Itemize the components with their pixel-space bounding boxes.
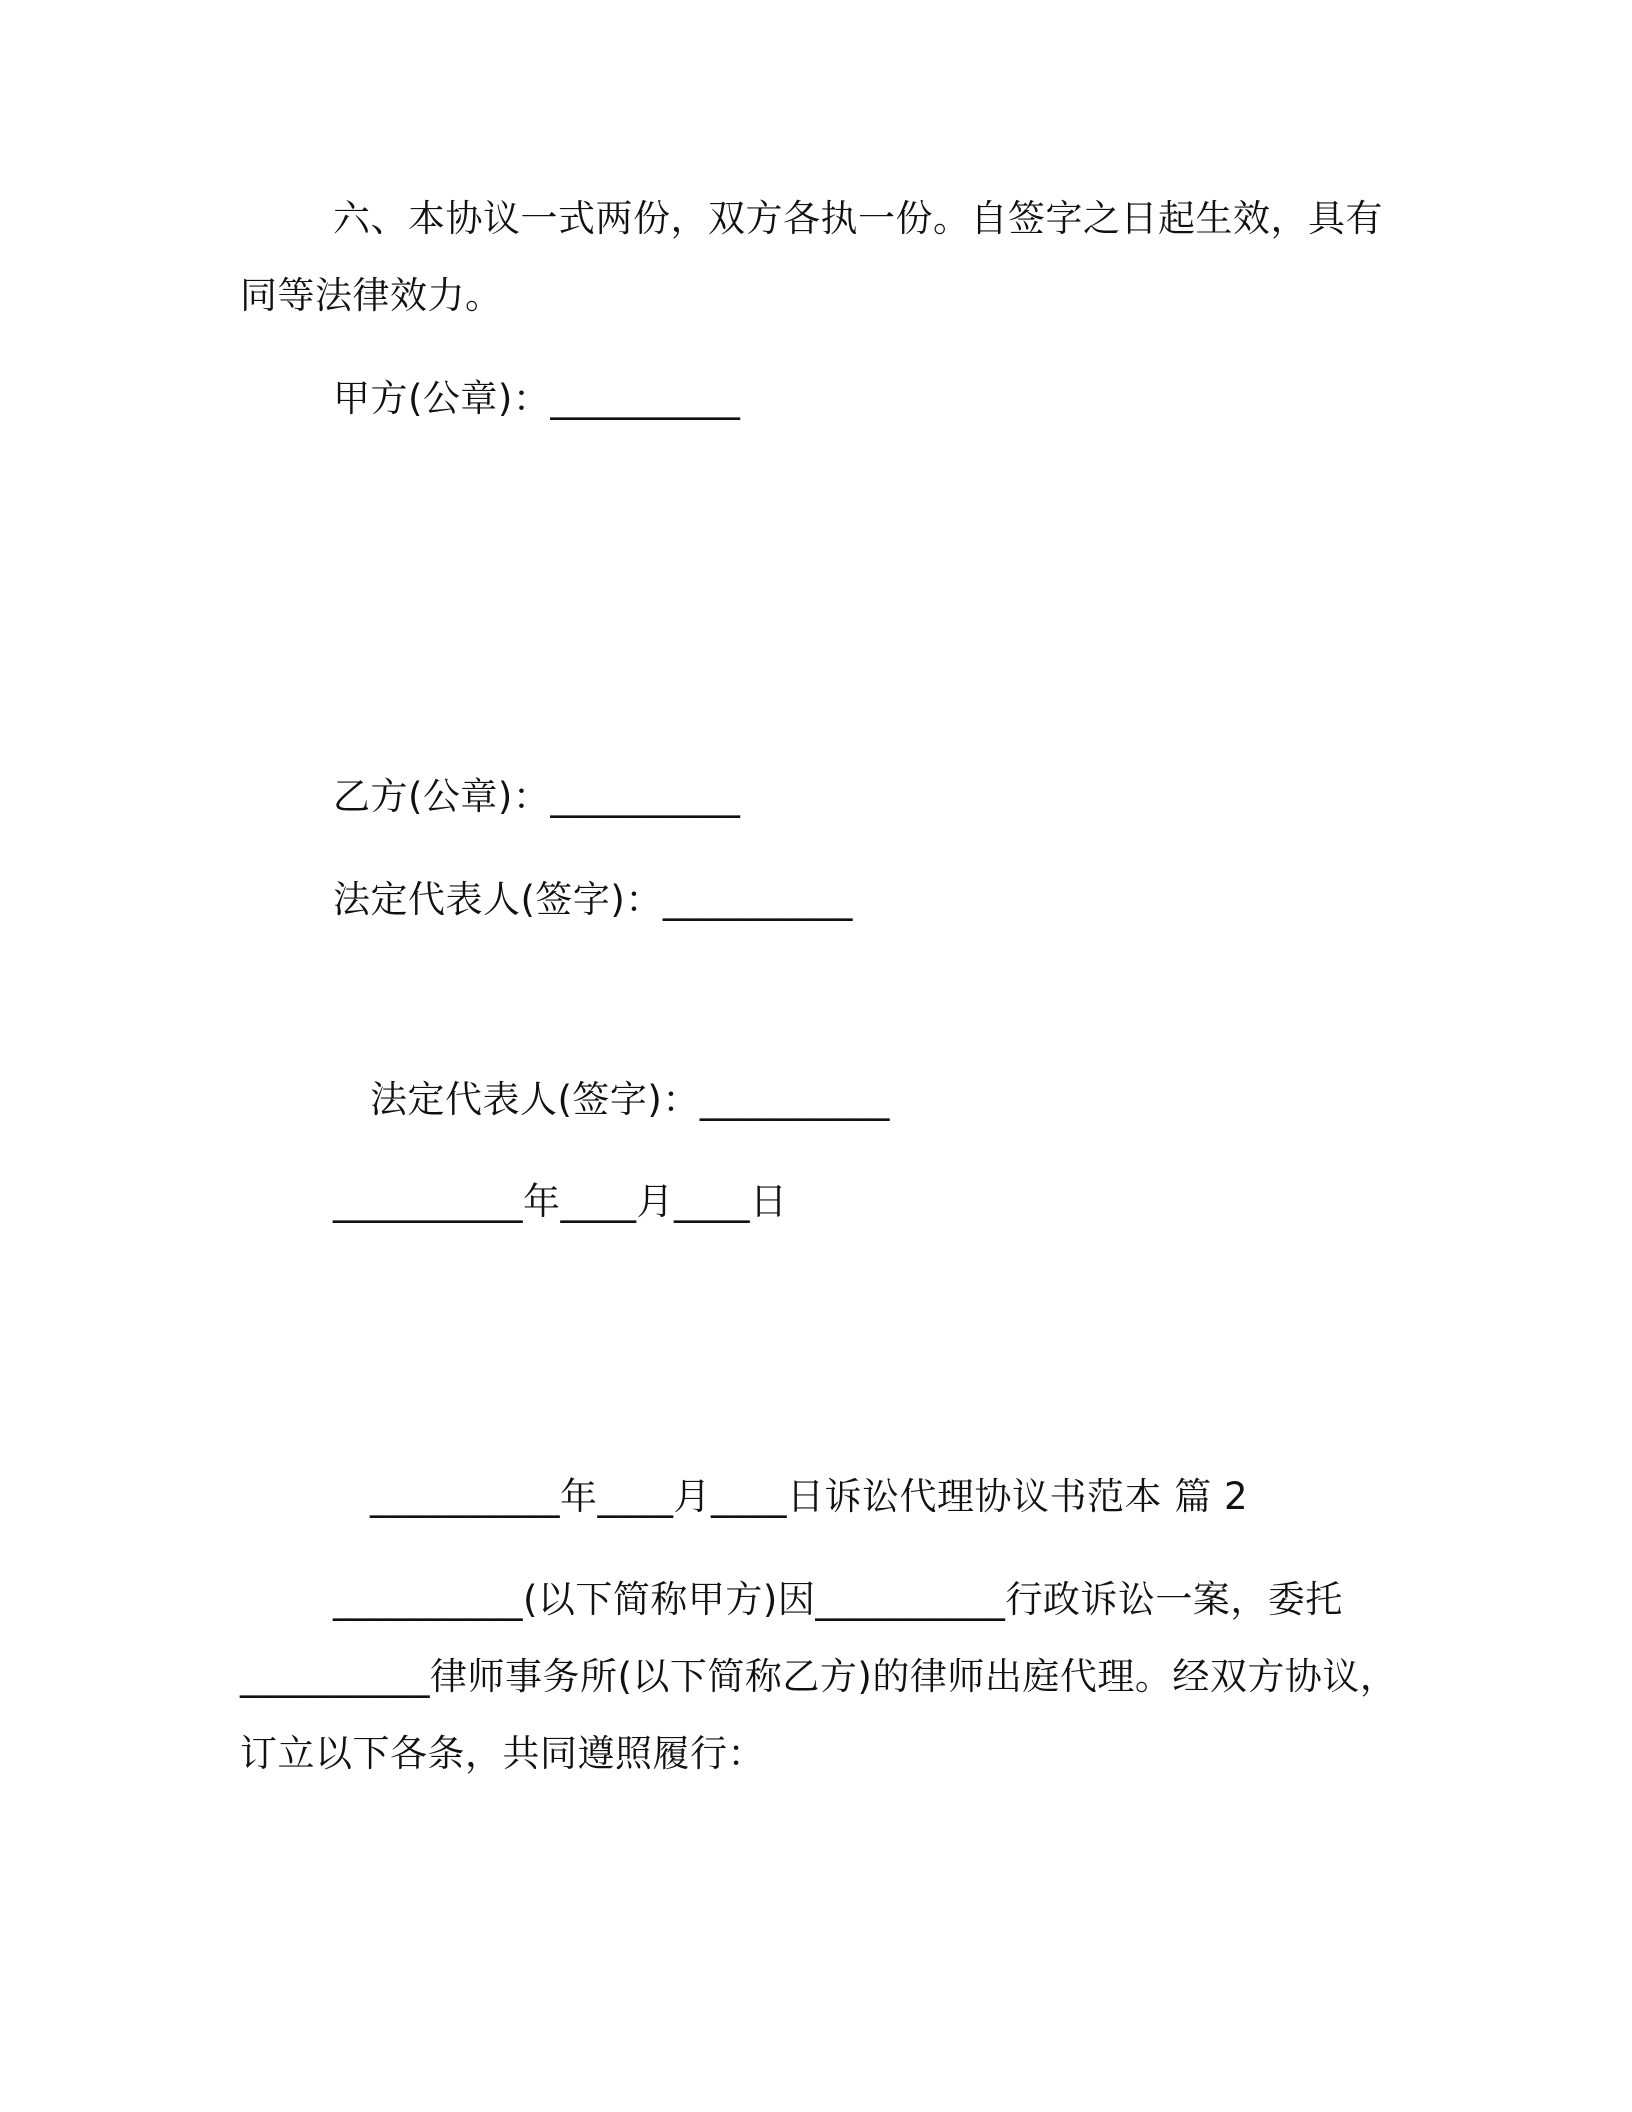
party-a-seal-field: 甲方(公章)：__________: [333, 377, 741, 420]
clause-six-line-2: 同等法律效力。: [240, 274, 503, 317]
signing-date-line: __________年____月____日: [333, 1180, 788, 1223]
section-2-intro-line-1: __________(以下简称甲方)因__________行政诉讼一案，委托: [333, 1578, 1343, 1621]
section-2-title: __________年____月____日诉讼代理协议书范本 篇 2: [370, 1475, 1249, 1518]
section-2-intro-line-2: __________律师事务所(以下简称乙方)的律师出庭代理。经双方协议，: [240, 1655, 1398, 1698]
clause-six-line-1: 六、本协议一式两份，双方各执一份。自签字之日起生效，具有: [333, 197, 1383, 240]
legal-representative-signature-1: 法定代表人(签字)：__________: [333, 878, 853, 921]
party-b-seal-field: 乙方(公章)：__________: [333, 775, 741, 818]
section-2-intro-line-3: 订立以下各条，共同遵照履行：: [240, 1732, 765, 1775]
legal-representative-signature-2: 法定代表人(签字)：__________: [370, 1078, 890, 1121]
